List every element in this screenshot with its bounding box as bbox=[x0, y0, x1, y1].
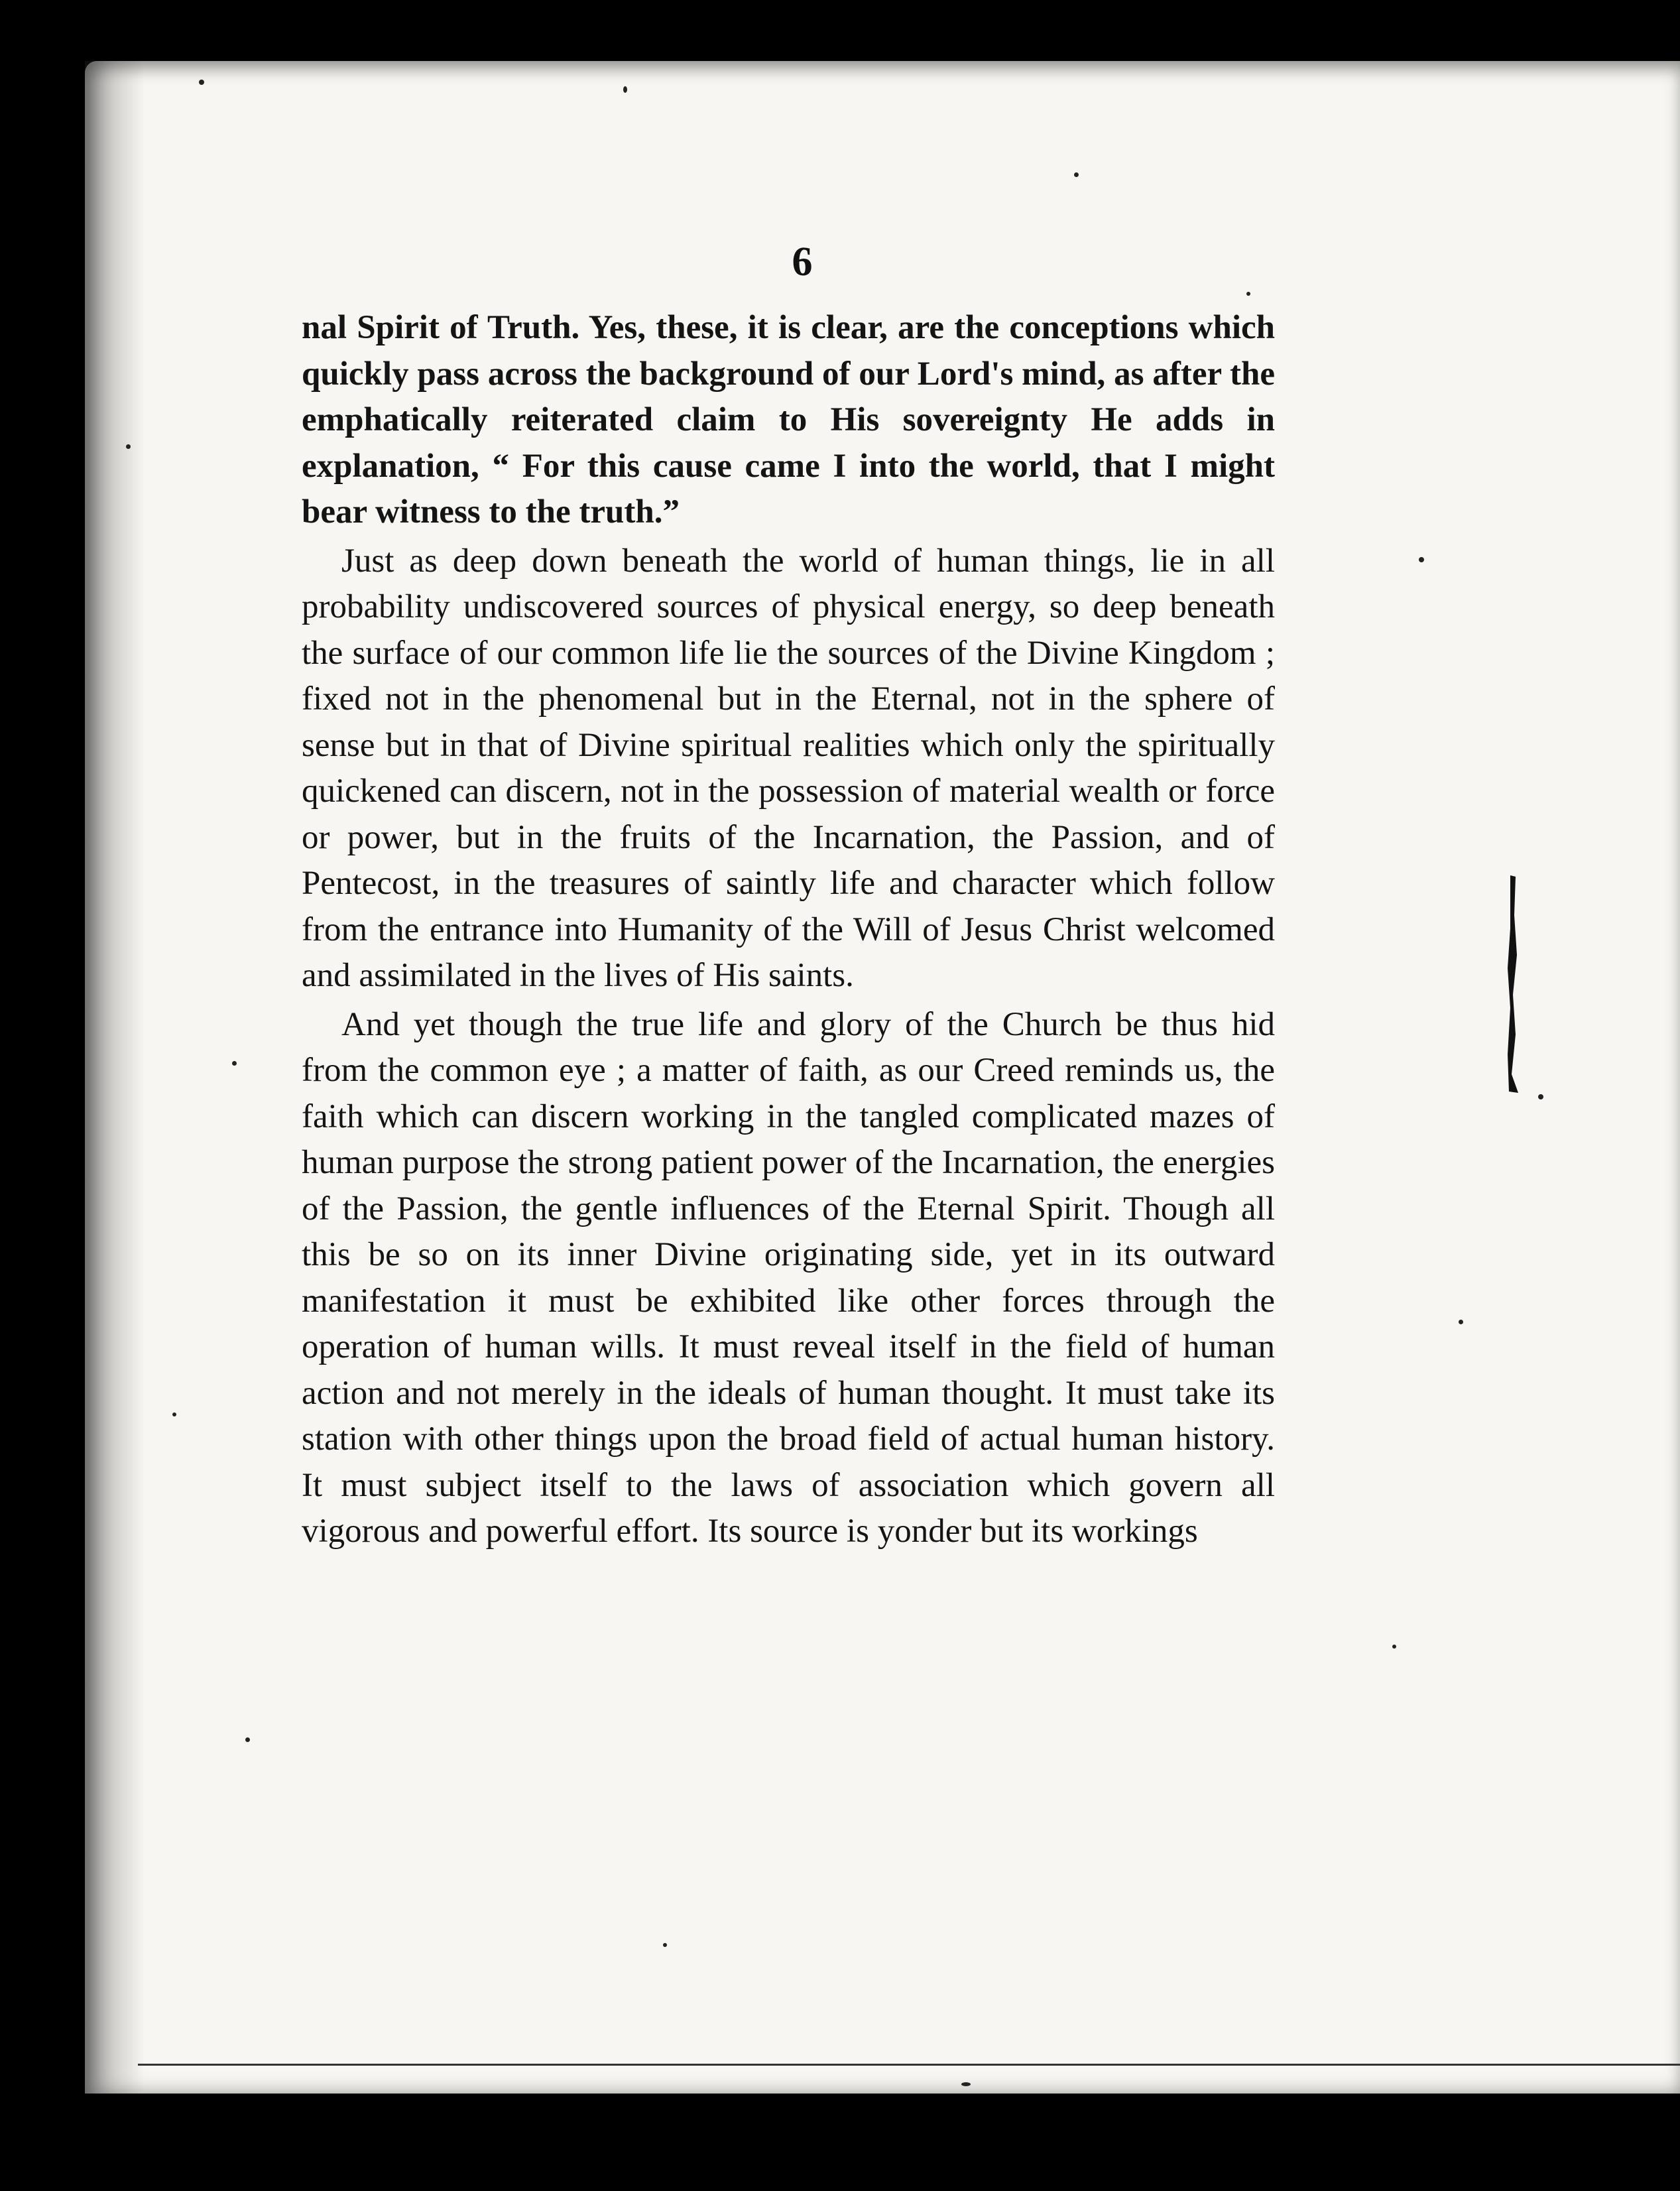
bottom-edge-line bbox=[138, 2064, 1680, 2066]
margin-ink-mark bbox=[1504, 875, 1522, 1094]
paragraph-church-life: And yet though the true life and glory of the Church be thus hid from the common eye ; a matter of faith, as our Creed reminds us, the faith which can discern working in the tangled complicated mazes of human purpose the strong patient power of the Incarnation, the energies of the Passion, the gentle influences of the Eternal Spirit. Though all this be so on its inner Divine originating side, yet in its outward manifestation it must be exhibited like other forces through the operation of human wills. It must reveal itself in the field of human action and not merely in the ideals of human thought. It must take its station with other things upon the broad field of actual human history. It must subject itself to the laws of association which govern all vigorous and powerful effort. Its source is yonder but its workings bbox=[302, 1005, 1275, 1550]
page-number: 6 bbox=[792, 239, 813, 284]
binding-shadow bbox=[85, 61, 145, 2094]
paragraph-divine-kingdom: Just as deep down beneath the world of human things, lie in all probability undiscovered sources of physical energy, so deep beneath the surface of our common life lie the sources of the Divine Kingdom ; fixed not in the phenomenal but in the Eternal, not in the sphere of sense but in that of Divine spiritual realities which only the spiritually quickened can discern, not in the possession of material wealth or force or power, but in the fruits of the Incarnation, the Passion, and of Pentecost, in the treasures of saintly life and character which follow from the entrance into Humanity of the Will of Jesus Christ welcomed and assimilated in the lives of His saints. bbox=[302, 542, 1275, 994]
paragraph-continuation: nal Spirit of Truth. Yes, these, it is clear, are the conceptions which quickly pass across the background of our Lord's mind, as after the emphatically reiterated claim to His sovereignty He adds in explanation, “ For this cause came I into the world, that I might bear witness to the truth.” bbox=[302, 309, 1275, 531]
body-text bbox=[302, 305, 1275, 1555]
